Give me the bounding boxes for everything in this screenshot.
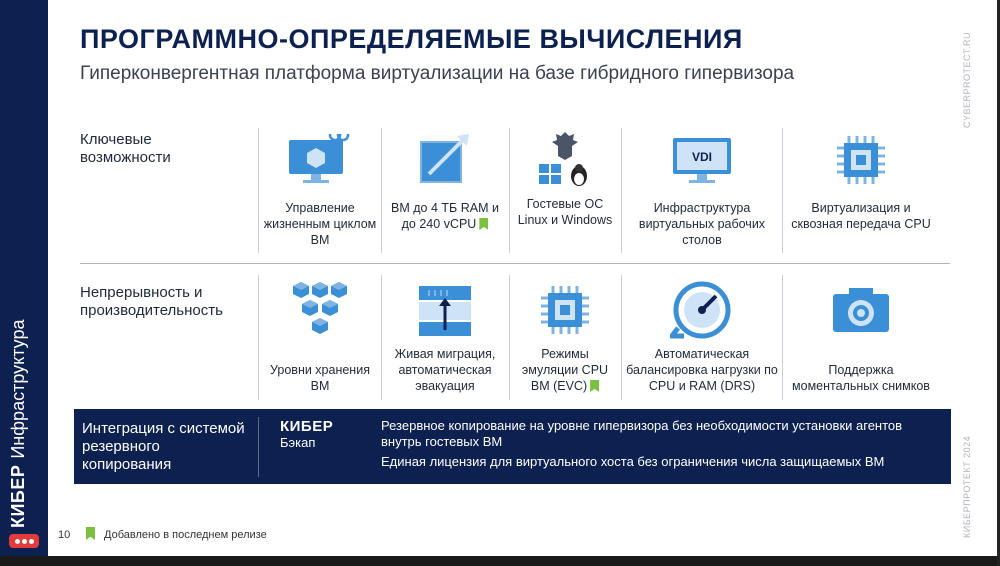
feature-drs — [624, 280, 780, 394]
band-text-license: Единая лицензия для виртуального хоста без ограничения числа защищаемых ВМ — [381, 454, 885, 469]
new-release-flag-icon — [86, 527, 95, 540]
camera-icon — [831, 280, 891, 340]
watermark-top: CYBERPROTECT.RU — [962, 31, 972, 128]
feature-caption: Управление жизненным циклом ВМ — [263, 201, 377, 247]
new-release-flag-icon — [590, 380, 599, 392]
feature-caption: Режимы эмуляции CPU ВМ (EVC) — [521, 347, 609, 393]
watermark-bottom: КИБЕРПРОТЕКТ 2024 — [962, 435, 972, 538]
monitor-lifecycle-icon — [287, 130, 353, 190]
feature-vm-size — [384, 130, 506, 232]
feature-caption: Поддержка моментальных снимков — [792, 363, 930, 393]
band-label: Интеграция с системой резервного копирования — [82, 420, 245, 473]
feature-guest-os — [512, 130, 618, 228]
live-migration-icon — [415, 280, 475, 340]
feature-caption: Гостевые ОС Linux и Windows — [517, 197, 613, 227]
row-label-continuity: Непрерывность и производительность — [80, 284, 223, 319]
sidebar-brand: КИБЕР — [8, 464, 28, 528]
feature-caption: Автоматическая балансировка нагрузки по CPU и RAM (DRS) — [626, 347, 778, 393]
legend-text: Добавлено в последнем релизе — [104, 529, 267, 541]
cyber-backup-logo: КИБЕР Бэкап — [280, 418, 334, 450]
feature-caption: Живая миграция, автоматическая эвакуация — [394, 347, 496, 393]
vdi-monitor-icon — [669, 130, 735, 190]
sidebar-brand-text — [8, 320, 29, 528]
feature-cpu-passthrough — [786, 130, 936, 232]
page-title: ПРОГРАММНО-ОПРЕДЕЛЯЕМЫЕ ВЫЧИСЛЕНИЯ — [80, 24, 743, 54]
sidebar — [0, 0, 48, 566]
sidebar-section: Инфраструктура — [8, 319, 28, 459]
backup-integration-band — [74, 409, 951, 484]
svg-text:VDI: VDI — [691, 150, 713, 164]
feature-caption: Уровни хранения ВМ — [270, 363, 370, 393]
page-number: 10 — [58, 529, 71, 541]
cpu-chip-icon — [833, 130, 889, 190]
new-release-flag-icon — [479, 218, 488, 230]
expand-arrow-icon — [417, 130, 473, 190]
company-logo-icon — [9, 534, 39, 548]
feature-live-migration — [384, 280, 506, 394]
feature-caption: ВМ до 4 ТБ RAM и до 240 vCPU — [391, 201, 499, 231]
storage-cubes-icon — [289, 280, 351, 340]
feature-cpu-emulation — [512, 280, 618, 394]
feature-caption: Виртуализация и сквозная передача CPU — [791, 201, 931, 231]
os-logos-icon — [535, 130, 595, 190]
gauge-icon — [670, 280, 734, 340]
feature-storage-tiers — [262, 280, 378, 394]
page-subtitle: Гиперконвергентная платформа виртуализации на базе гибридного гипервизора — [80, 63, 795, 84]
cpu-emulation-icon — [537, 280, 593, 340]
feature-vdi — [624, 130, 780, 248]
feature-snapshots — [786, 280, 936, 394]
row-label-key-features: Ключевые возможности — [80, 131, 171, 166]
feature-vm-lifecycle — [262, 130, 378, 248]
feature-caption: Инфраструктура виртуальных рабочих столов — [638, 201, 766, 247]
band-text-agentless: Резервное копирование на уровне гипервизора без необходимости установки агентов внутрь гостевых ВМ — [381, 418, 903, 449]
